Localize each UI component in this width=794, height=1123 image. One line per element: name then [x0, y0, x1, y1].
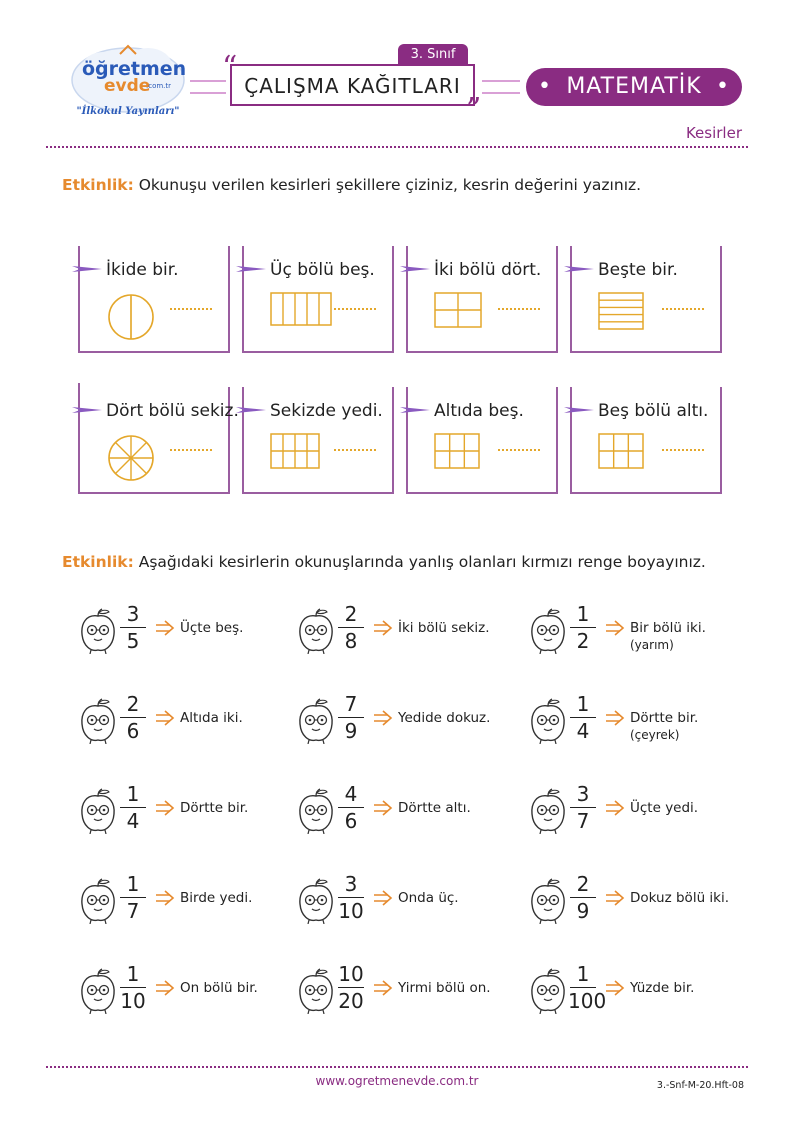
fraction-reading: Beş bölü altı.	[598, 401, 709, 421]
pointer-arrow-icon	[564, 405, 594, 415]
fraction-shape[interactable]	[598, 292, 644, 334]
fraction-bar	[570, 627, 596, 628]
fraction-reading[interactable]: Dörtte altı.	[398, 800, 471, 816]
topic-label: Kesirler	[685, 124, 742, 142]
double-arrow-icon	[372, 800, 394, 816]
numerator: 3	[576, 782, 590, 806]
double-arrow-icon	[604, 710, 626, 726]
answer-blank[interactable]	[170, 308, 212, 310]
double-arrow-icon	[372, 980, 394, 996]
fraction-bar	[120, 897, 146, 898]
drawing-card[interactable]	[406, 387, 558, 494]
double-arrow-icon	[604, 980, 626, 996]
fraction-item[interactable]	[296, 602, 496, 662]
double-arrow-icon	[604, 800, 626, 816]
logo-domain: .com.tr	[146, 82, 172, 90]
apple-character-icon	[528, 698, 568, 744]
apple-character-icon	[296, 878, 336, 924]
fraction-reading: Altıda beş.	[434, 401, 524, 421]
logo-text-2: evde	[104, 76, 151, 96]
apple-character-icon	[528, 968, 568, 1014]
close-quote-icon: ”	[466, 92, 482, 127]
fraction-shape[interactable]	[270, 433, 320, 473]
bullet-icon: •	[716, 74, 730, 99]
header-arrow-left	[190, 80, 226, 94]
card-border	[570, 246, 572, 351]
numerator: 3	[344, 872, 358, 896]
fraction-item[interactable]	[296, 872, 496, 932]
card-border	[570, 387, 572, 492]
denominator: 20	[338, 989, 364, 1013]
denominator: 7	[126, 899, 140, 923]
card-border	[78, 246, 80, 351]
apple-character-icon	[528, 878, 568, 924]
double-arrow-icon	[604, 620, 626, 636]
fraction-shape[interactable]	[434, 433, 480, 473]
double-arrow-icon	[154, 710, 176, 726]
double-arrow-icon	[154, 800, 176, 816]
apple-character-icon	[528, 608, 568, 654]
subject-label: MATEMATİK	[566, 74, 702, 99]
fraction-bar	[120, 717, 146, 718]
fraction-bar	[570, 987, 596, 988]
fraction-bar	[338, 807, 364, 808]
apple-character-icon	[528, 788, 568, 834]
fraction	[568, 962, 607, 1013]
fraction-reading[interactable]: Yedide dokuz.	[398, 710, 491, 726]
denominator: 100	[568, 989, 607, 1013]
fraction-reading[interactable]: Altıda iki.	[180, 710, 243, 726]
drawing-card[interactable]	[406, 246, 558, 353]
fraction	[118, 962, 148, 1013]
card-border	[78, 383, 80, 492]
numerator: 2	[576, 872, 590, 896]
fraction-item[interactable]	[78, 962, 278, 1022]
apple-character-icon	[78, 968, 118, 1014]
pointer-arrow-icon	[72, 405, 102, 415]
footer-divider	[46, 1066, 748, 1068]
fraction	[336, 782, 366, 833]
fraction-bar	[120, 627, 146, 628]
activity-label: Etkinlik:	[62, 176, 134, 194]
card-border	[406, 246, 408, 351]
pointer-arrow-icon	[564, 264, 594, 274]
activity-label: Etkinlik:	[62, 553, 134, 571]
fraction	[568, 602, 598, 653]
apple-character-icon	[296, 968, 336, 1014]
publisher-logo	[68, 40, 188, 130]
activity1-instruction	[62, 176, 641, 194]
answer-blank[interactable]	[334, 449, 376, 451]
fraction-reading[interactable]: Dörtte bir.	[180, 800, 249, 816]
apple-character-icon	[78, 788, 118, 834]
fraction-item[interactable]	[528, 872, 728, 932]
numerator: 2	[344, 602, 358, 626]
fraction-reading[interactable]: Bir bölü iki.	[630, 620, 706, 636]
fraction-reading[interactable]: Yirmi bölü on.	[398, 980, 491, 996]
denominator: 4	[126, 809, 140, 833]
fraction-item[interactable]	[528, 782, 728, 842]
fraction-reading[interactable]: Üçte beş.	[180, 620, 244, 636]
numerator: 3	[126, 602, 140, 626]
fraction-item[interactable]	[296, 962, 496, 1022]
answer-blank[interactable]	[170, 449, 212, 451]
fraction-bar	[120, 807, 146, 808]
numerator: 1	[576, 692, 590, 716]
drawing-card[interactable]	[78, 387, 239, 494]
fraction-reading: Sekizde yedi.	[270, 401, 383, 421]
double-arrow-icon	[604, 890, 626, 906]
denominator: 8	[344, 629, 358, 653]
header-divider	[46, 146, 748, 148]
denominator: 6	[126, 719, 140, 743]
fraction-reading[interactable]: Birde yedi.	[180, 890, 253, 906]
fraction-item[interactable]	[78, 872, 278, 932]
pointer-arrow-icon	[72, 264, 102, 274]
fraction-reading[interactable]: Üçte yedi.	[630, 800, 699, 816]
numerator: 4	[344, 782, 358, 806]
double-arrow-icon	[154, 890, 176, 906]
instruction-text: Okunuşu verilen kesirleri şekillere çiziniz, kesrin değerini yazınız.	[138, 176, 642, 194]
fraction-item[interactable]	[528, 602, 728, 662]
drawing-card[interactable]	[78, 246, 230, 353]
fraction-item[interactable]	[78, 782, 278, 842]
answer-blank[interactable]	[662, 449, 704, 451]
double-arrow-icon	[154, 620, 176, 636]
fraction-reading: İki bölü dört.	[434, 260, 542, 280]
double-arrow-icon	[372, 710, 394, 726]
fraction	[118, 782, 148, 833]
fraction-bar	[570, 807, 596, 808]
fraction-shape[interactable]	[106, 292, 156, 346]
fraction-item[interactable]	[296, 782, 496, 842]
double-arrow-icon	[154, 980, 176, 996]
double-arrow-icon	[372, 890, 394, 906]
denominator: 6	[344, 809, 358, 833]
fraction-shape[interactable]	[598, 433, 644, 473]
fraction-item[interactable]	[296, 692, 496, 752]
fraction	[118, 692, 148, 743]
denominator: 2	[576, 629, 590, 653]
fraction-shape[interactable]	[270, 292, 332, 330]
fraction	[336, 602, 366, 653]
fraction-bar	[120, 987, 146, 988]
fraction	[568, 692, 598, 743]
fraction-shape[interactable]	[434, 292, 482, 332]
card-border	[406, 387, 408, 492]
apple-character-icon	[78, 878, 118, 924]
apple-character-icon	[296, 698, 336, 744]
numerator: 10	[338, 962, 364, 986]
fraction-reading[interactable]: Onda üç.	[398, 890, 459, 906]
activity2-instruction	[62, 553, 706, 571]
drawing-card[interactable]	[242, 246, 394, 353]
numerator: 1	[576, 602, 590, 626]
numerator: 7	[344, 692, 358, 716]
logo-text: öğretmen	[82, 58, 187, 80]
fraction-item[interactable]	[528, 962, 728, 1022]
denominator: 4	[576, 719, 590, 743]
numerator: 1	[126, 872, 140, 896]
drawing-card[interactable]	[570, 246, 722, 353]
fraction	[118, 602, 148, 653]
fraction-reading[interactable]: Dörtte bir.	[630, 710, 699, 726]
numerator: 2	[126, 692, 140, 716]
fraction-item[interactable]	[78, 602, 278, 662]
pointer-arrow-icon	[400, 405, 430, 415]
fraction-reading[interactable]: On bölü bir.	[180, 980, 258, 996]
fraction-bar	[338, 717, 364, 718]
fraction-reading[interactable]: Dokuz bölü iki.	[630, 890, 730, 906]
answer-blank[interactable]	[498, 308, 540, 310]
denominator: 9	[344, 719, 358, 743]
denominator: 7	[576, 809, 590, 833]
open-quote-icon: “	[222, 50, 238, 85]
fraction-bar	[570, 897, 596, 898]
fraction-item[interactable]	[78, 692, 278, 752]
answer-blank[interactable]	[498, 449, 540, 451]
fraction	[118, 872, 148, 923]
fraction-reading[interactable]: Yüzde bir.	[630, 980, 695, 996]
fraction-reading: Dört bölü sekiz.	[106, 401, 239, 421]
fraction-item[interactable]	[528, 692, 728, 752]
apple-character-icon	[296, 788, 336, 834]
denominator: 9	[576, 899, 590, 923]
fraction	[568, 872, 598, 923]
fraction	[336, 962, 366, 1013]
apple-character-icon	[78, 698, 118, 744]
fraction-reading: Üç bölü beş.	[270, 260, 375, 280]
page-title: ÇALIŞMA KAĞITLARI	[230, 64, 475, 106]
fraction-shape[interactable]	[106, 433, 156, 487]
bullet-icon: •	[538, 74, 552, 99]
pointer-arrow-icon	[400, 264, 430, 274]
fraction-reading: Beşte bir.	[598, 260, 678, 280]
fraction	[336, 872, 366, 923]
numerator: 1	[126, 962, 140, 986]
denominator: 10	[120, 989, 146, 1013]
fraction-bar	[338, 897, 364, 898]
fraction	[568, 782, 598, 833]
fraction	[336, 692, 366, 743]
numerator: 1	[126, 782, 140, 806]
numerator: 1	[576, 962, 590, 986]
drawing-card[interactable]	[570, 387, 722, 494]
fraction-bar	[570, 717, 596, 718]
fraction-reading: İkide bir.	[106, 260, 179, 280]
instruction-text: Aşağıdaki kesirlerin okunuşlarında yanlış olanları kırmızı renge boyayınız.	[138, 553, 706, 571]
header-arrow-right	[482, 80, 520, 94]
apple-character-icon	[78, 608, 118, 654]
answer-blank[interactable]	[662, 308, 704, 310]
logo-tagline: "İlkokul Yayınları"	[76, 106, 180, 117]
card-border	[242, 246, 244, 351]
card-border	[242, 387, 244, 492]
fraction-reading[interactable]: İki bölü sekiz.	[398, 620, 490, 636]
footer-code: 3.-Snf-M-20.Hft-08	[656, 1080, 744, 1091]
fraction-note: (çeyrek)	[630, 728, 680, 742]
footer-url[interactable]: www.ogretmenevde.com.tr	[315, 1074, 479, 1088]
double-arrow-icon	[372, 620, 394, 636]
fraction-bar	[338, 987, 364, 988]
subject-badge	[526, 68, 742, 106]
pointer-arrow-icon	[236, 264, 266, 274]
denominator: 5	[126, 629, 140, 653]
denominator: 10	[338, 899, 364, 923]
fraction-bar	[338, 627, 364, 628]
grade-tab: 3. Sınıf	[398, 44, 468, 66]
apple-character-icon	[296, 608, 336, 654]
fraction-note: (yarım)	[630, 638, 674, 652]
drawing-card[interactable]	[242, 387, 394, 494]
answer-blank[interactable]	[334, 308, 376, 310]
pointer-arrow-icon	[236, 405, 266, 415]
